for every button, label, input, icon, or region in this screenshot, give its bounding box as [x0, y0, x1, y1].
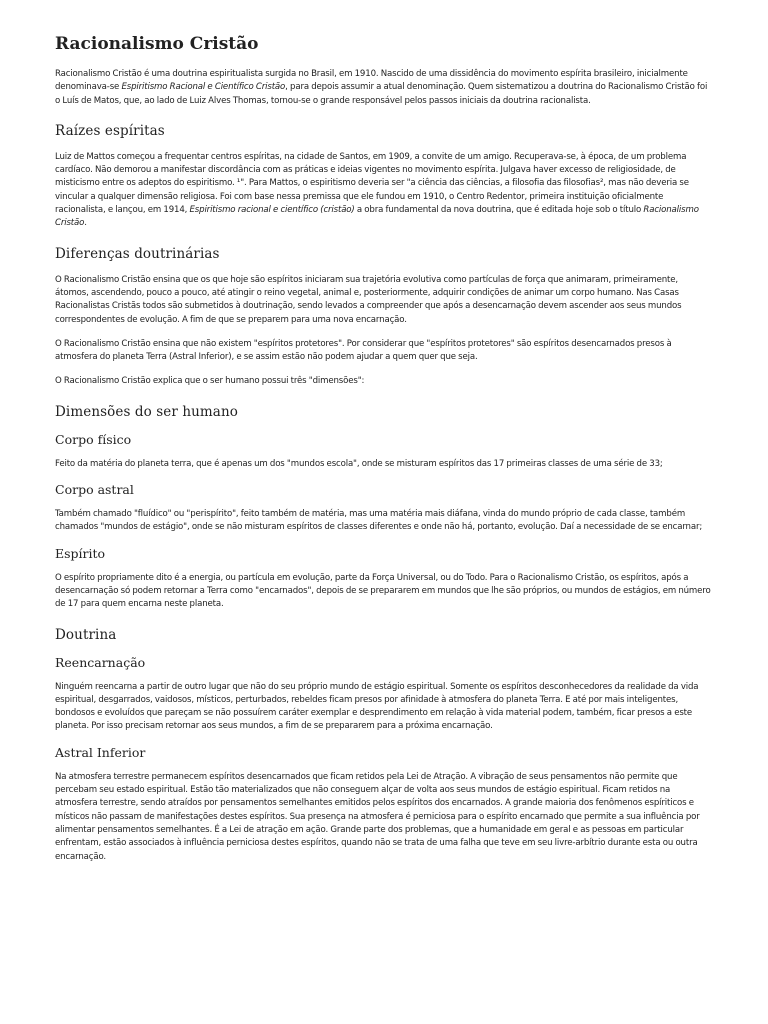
intro-text-c: , para depois assumir a atual denominação. Quem sistematizou a doutrina do Racionalismo Cristão foi o Luís de Matos, que, ao lado de Luiz Alves Thomas, tornou-se o grande responsável pelos passos iniciais da doutrina racionalista. — [55, 82, 708, 106]
raizes-text-c: a obra fundamental da nova doutrina, que é editada hoje sob o título — [354, 205, 644, 216]
raizes-text-italic-1: Espiritismo racional e científico (cristão) — [189, 205, 355, 216]
reencarnacao-paragraph: Ninguém reencarna a partir de outro lugar que não do seu próprio mundo de estágio espiritual. Somente os espíritos desconhecedores da realidade da vida espiritual, desgarrados, vaidosos, místicos, perturbados, rebeldes ficam presos por afinidade à atmosfera do planeta Terra. E até por mais inteligentes, bondosos e evoluídos que pareçam se não possuírem caráter exemplar e desprendimento em relação à vida material podem, também, ficar presos a este planeta. Por isso precisam retornar aos seus mundos, a fim de se prepararem para a próxima encarnação. — [55, 681, 699, 732]
diferencas-paragraph-1: O Racionalismo Cristão ensina que os que hoje são espíritos iniciaram sua trajetória evolutiva como partículas de força que animaram, primeiramente, átomos, ascendendo, pouco a pouco, até atingir o reino vegetal, animal e, posteriormente, adquirir condições de animar um corpo humano. Nas Casas Racionalistas Cristãs todos são submetidos à doutrinação, sendo levados a compreender que após a desencarnação devem ascender aos seus mundos correspondentes de evolução. A fim de que se preparem para uma nova encarnação. — [55, 274, 682, 325]
corpo-fisico-paragraph: Feito da matéria do planeta terra, que é apenas um dos "mundos escola", onde se misturam espíritos das 17 primeiras classes de uma série de 33; — [55, 458, 663, 469]
raizes-paragraph — [55, 151, 712, 231]
subheading-espirito: Espírito — [55, 545, 106, 561]
intro-text-italic: Espiritismo Racional e Científico Cristão — [121, 82, 286, 93]
section-heading-dimensoes: Dimensões do ser humano — [55, 403, 238, 420]
section-heading-doutrina: Doutrina — [55, 626, 117, 643]
subheading-corpo-astral: Corpo astral — [55, 482, 134, 498]
page-title: Racionalismo Cristão — [55, 34, 259, 54]
corpo-astral-paragraph: Também chamado "fluídico" ou "perispírito", feito também de matéria, mas uma matéria mais diáfana, vinda do mundo próprio de cada classe, também chamados "mundos de estágio", onde se não misturam espíritos de classes diferentes e onde não há, portanto, evolução. Daí a necessidade de se encarnar; — [55, 509, 703, 533]
raizes-text-e: . — [84, 218, 87, 229]
raizes-text-a: Luiz de Mattos começou a frequentar centros espíritas, na cidade de Santos, em 1909, a convite de um amigo. Recuperava-se, à época, de um problema cardíaco. Não demorou a manifestar discordância com as práticas e ideias vigentes no movimento espírita. Julgava haver excesso de religiosidade, de misticismo entre os adeptos do espiritismo. ¹". Para Mattos, o espiritismo deveria ser "a ciência das ciências, a filosofia das filosofias², mas não deveria se vincular a qualquer dimensão religiosa. Foi com base nessa premissa que ele fundou em 1910, o Centro Redentor, primeira instituição oficialmente racionalista, e lançou, em 1914, — [55, 151, 689, 216]
subheading-corpo-fisico: Corpo físico — [55, 431, 132, 447]
diferencas-paragraph-2: O Racionalismo Cristão ensina que não existem "espíritos protetores". Por considerar que "espíritos protetores" são espíritos desencarnados presos à atmosfera do planeta Terra (Astral Inferior), e se assim estão não podem ajudar a quem quer que seja. — [55, 338, 672, 363]
intro-text-a: Racionalismo Cristão é uma doutrina espiritualista surgida no Brasil, em 1910. Nascido de uma dissidência do movimento espírita brasileiro, inicialmente denominava-se — [55, 69, 688, 93]
section-heading-raizes: Raízes espíritas — [55, 122, 165, 139]
intro-paragraph — [55, 68, 712, 108]
section-heading-diferencas: Diferenças doutrinárias — [55, 245, 220, 262]
raizes-text-italic-2: Racionalismo Cristão — [55, 205, 699, 229]
astral-inferior-paragraph: Na atmosfera terrestre permanecem espíritos desencarnados que ficam retidos pela Lei de Atração. A vibração de seus pensamentos não permite que percebam seu estado espiritual. Estão tão materializados que não conseguem alçar de volta aos seus mundos de estágio espiritual. Ficam retidos na atmosfera terrestre, sendo atraídos por pensamentos semelhantes emitidos pelos espíritos dos encarnados. A grande maioria dos fenômenos espíriticos e místicos não passam de manifestações destes espíritos. Sua presença na atmosfera é perniciosa para o espírito encarnado que permite a sua influência por alimentar pensamentos semelhantes. É a Lei de atração em ação. Grande parte dos problemas, que a humanidade em geral e as pessoas em particular enfrentam, estão associados à influência perniciosa destes espíritos, quando não se trata de uma falha que teve em seu livre-arbítrio durante esta ou outra encarnação. — [55, 771, 700, 862]
diferencas-paragraph-3: O Racionalismo Cristão explica que o ser humano possui três "dimensões": — [55, 376, 365, 387]
subheading-astral-inferior: Astral Inferior — [55, 744, 146, 760]
subheading-reencarnacao: Reencarnação — [55, 654, 146, 670]
espirito-paragraph: O espírito propriamente dito é a energia, ou partícula em evolução, parte da Força Universal, ou do Todo. Para o Racionalismo Cristão, os espíritos, após a desencarnação só podem retornar a Terra como "encarnados", depois de se prepararem em mundos que lhe são próprios, ou mundos de estágios, em número de 17 para quem encarna neste planeta. — [55, 572, 711, 610]
